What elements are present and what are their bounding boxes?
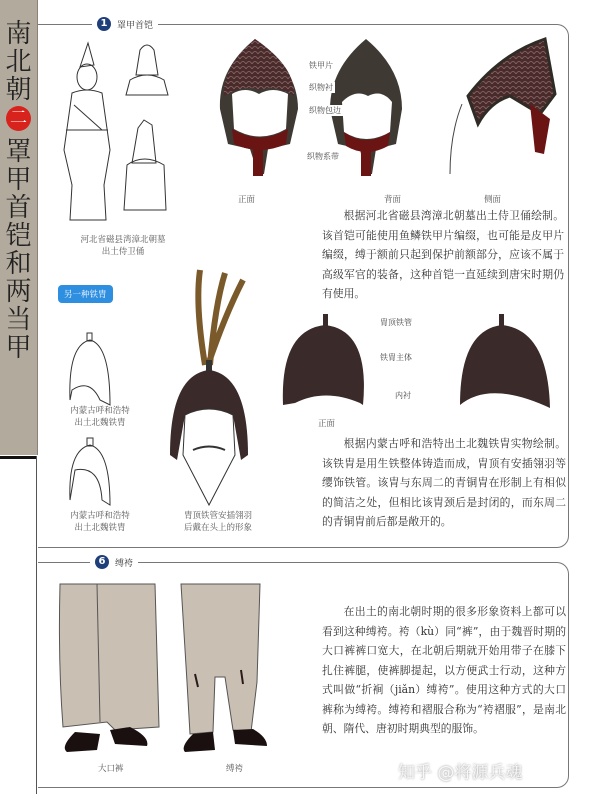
- trousers-description: 在出土的南北朝时期的很多形象资料上都可以看到这种缚袴。袴（kù）同“裤”，由于魏晋时期的大口裤裤口宽大，在北朝后期就开始用带子在膝下扎住裤腿，使裤脚提起，以方便武士行动，这种方式叫做“折裥（jiǎn）缚袴”。使用这种方式的大口裤称为缚袴。缚袴和褶服合称为“袴褶服”，是南北朝、隋代、唐初时期典型的服饰。: [322, 605, 566, 735]
- section-number: 6: [95, 555, 109, 569]
- title-char: 当: [5, 305, 32, 335]
- section6-header: [90, 555, 138, 569]
- helmet-front: [220, 39, 298, 176]
- guard-figurine-drawing: [52, 35, 182, 235]
- sidebar-title-top: [0, 20, 37, 104]
- title-char: 北: [5, 47, 32, 77]
- label-iron-plates: 铁甲片: [309, 61, 333, 70]
- title-char: 南: [5, 19, 32, 49]
- watermark: 知乎 @将源兵魂: [398, 763, 523, 783]
- figure-caption: 内蒙古呼和浩特出土北魏铁胄: [70, 511, 130, 533]
- divider: [36, 456, 37, 794]
- title-char: 和: [5, 249, 32, 279]
- section-title: 罩甲首铠: [117, 20, 154, 31]
- figure-caption: 河北省磁县湾漳北朝墓出土侍卫俑: [80, 235, 166, 257]
- label-fabric-edging: 织物包边: [309, 106, 341, 115]
- label-helmet-body: 铁胄主体: [380, 353, 412, 362]
- label-fabric-strap: 织物系带: [307, 152, 339, 161]
- bound-trousers: [181, 584, 267, 752]
- wide-trousers: [59, 584, 159, 752]
- section-number: 1: [97, 17, 111, 31]
- helmet-side: [450, 39, 555, 174]
- label-top-tube: 胄顶铁管: [380, 318, 412, 327]
- hood-helmet-views: [210, 34, 570, 184]
- iron-helmet-views: [280, 310, 555, 420]
- figure-caption: 大口裤: [98, 764, 124, 774]
- figure-caption: 缚袴: [226, 764, 244, 774]
- title-char: 甲: [5, 333, 32, 363]
- section-title: 缚袴: [115, 558, 134, 569]
- title-char: 铠: [5, 221, 32, 251]
- section1-description: 根据河北省磁县湾漳北朝墓出土侍卫俑绘制。该首铠可能使用鱼鳞铁甲片编缀，也可能是皮甲片编缀，缚于额前只起到保护前额部分，应该不属于高级军官的装备，这种首铠一直延续到唐宋时期仍有使用。: [322, 209, 564, 300]
- sidebar-title-bottom: [0, 138, 37, 362]
- view-caption: 背面: [384, 195, 402, 205]
- alt-helmet-tag: 另一种铁胄: [58, 285, 113, 303]
- section1-header: [92, 17, 158, 31]
- title-char: 朝: [5, 75, 32, 105]
- chapter-number-badge: 二: [6, 106, 31, 131]
- view-caption: 侧面: [484, 195, 502, 205]
- title-char: 两: [5, 277, 32, 307]
- view-caption: 正面: [318, 419, 336, 429]
- label-fabric-lining: 织物衬: [309, 83, 333, 92]
- figure-caption: 内蒙古呼和浩特出土北魏铁胄: [70, 406, 130, 428]
- title-char: 首: [5, 193, 32, 223]
- title-char: 罩: [5, 137, 32, 167]
- chapter-sidebar: [0, 0, 38, 455]
- title-char: 甲: [5, 165, 32, 195]
- helmet-worn-drawing: [165, 265, 255, 510]
- view-caption: 正面: [238, 195, 256, 205]
- figure-caption: 胄顶铁管安插翎羽后戴在头上的形象: [183, 511, 252, 533]
- label-inner-lining: 内衬: [395, 391, 411, 400]
- trousers-illustrations: [55, 582, 315, 757]
- alt-helmet-description: 根据内蒙古呼和浩特出土北魏铁胄实物绘制。该铁胄是用生铁整体铸造而成，胄顶有安插翎羽等缨饰铁管。该胄与东周二的青铜胄在形制上有相似的简洁之处，但相比该胄颈后是封闭的，而东周二的青铜胄前后都是敞开的。: [322, 437, 566, 528]
- divider: [0, 456, 37, 459]
